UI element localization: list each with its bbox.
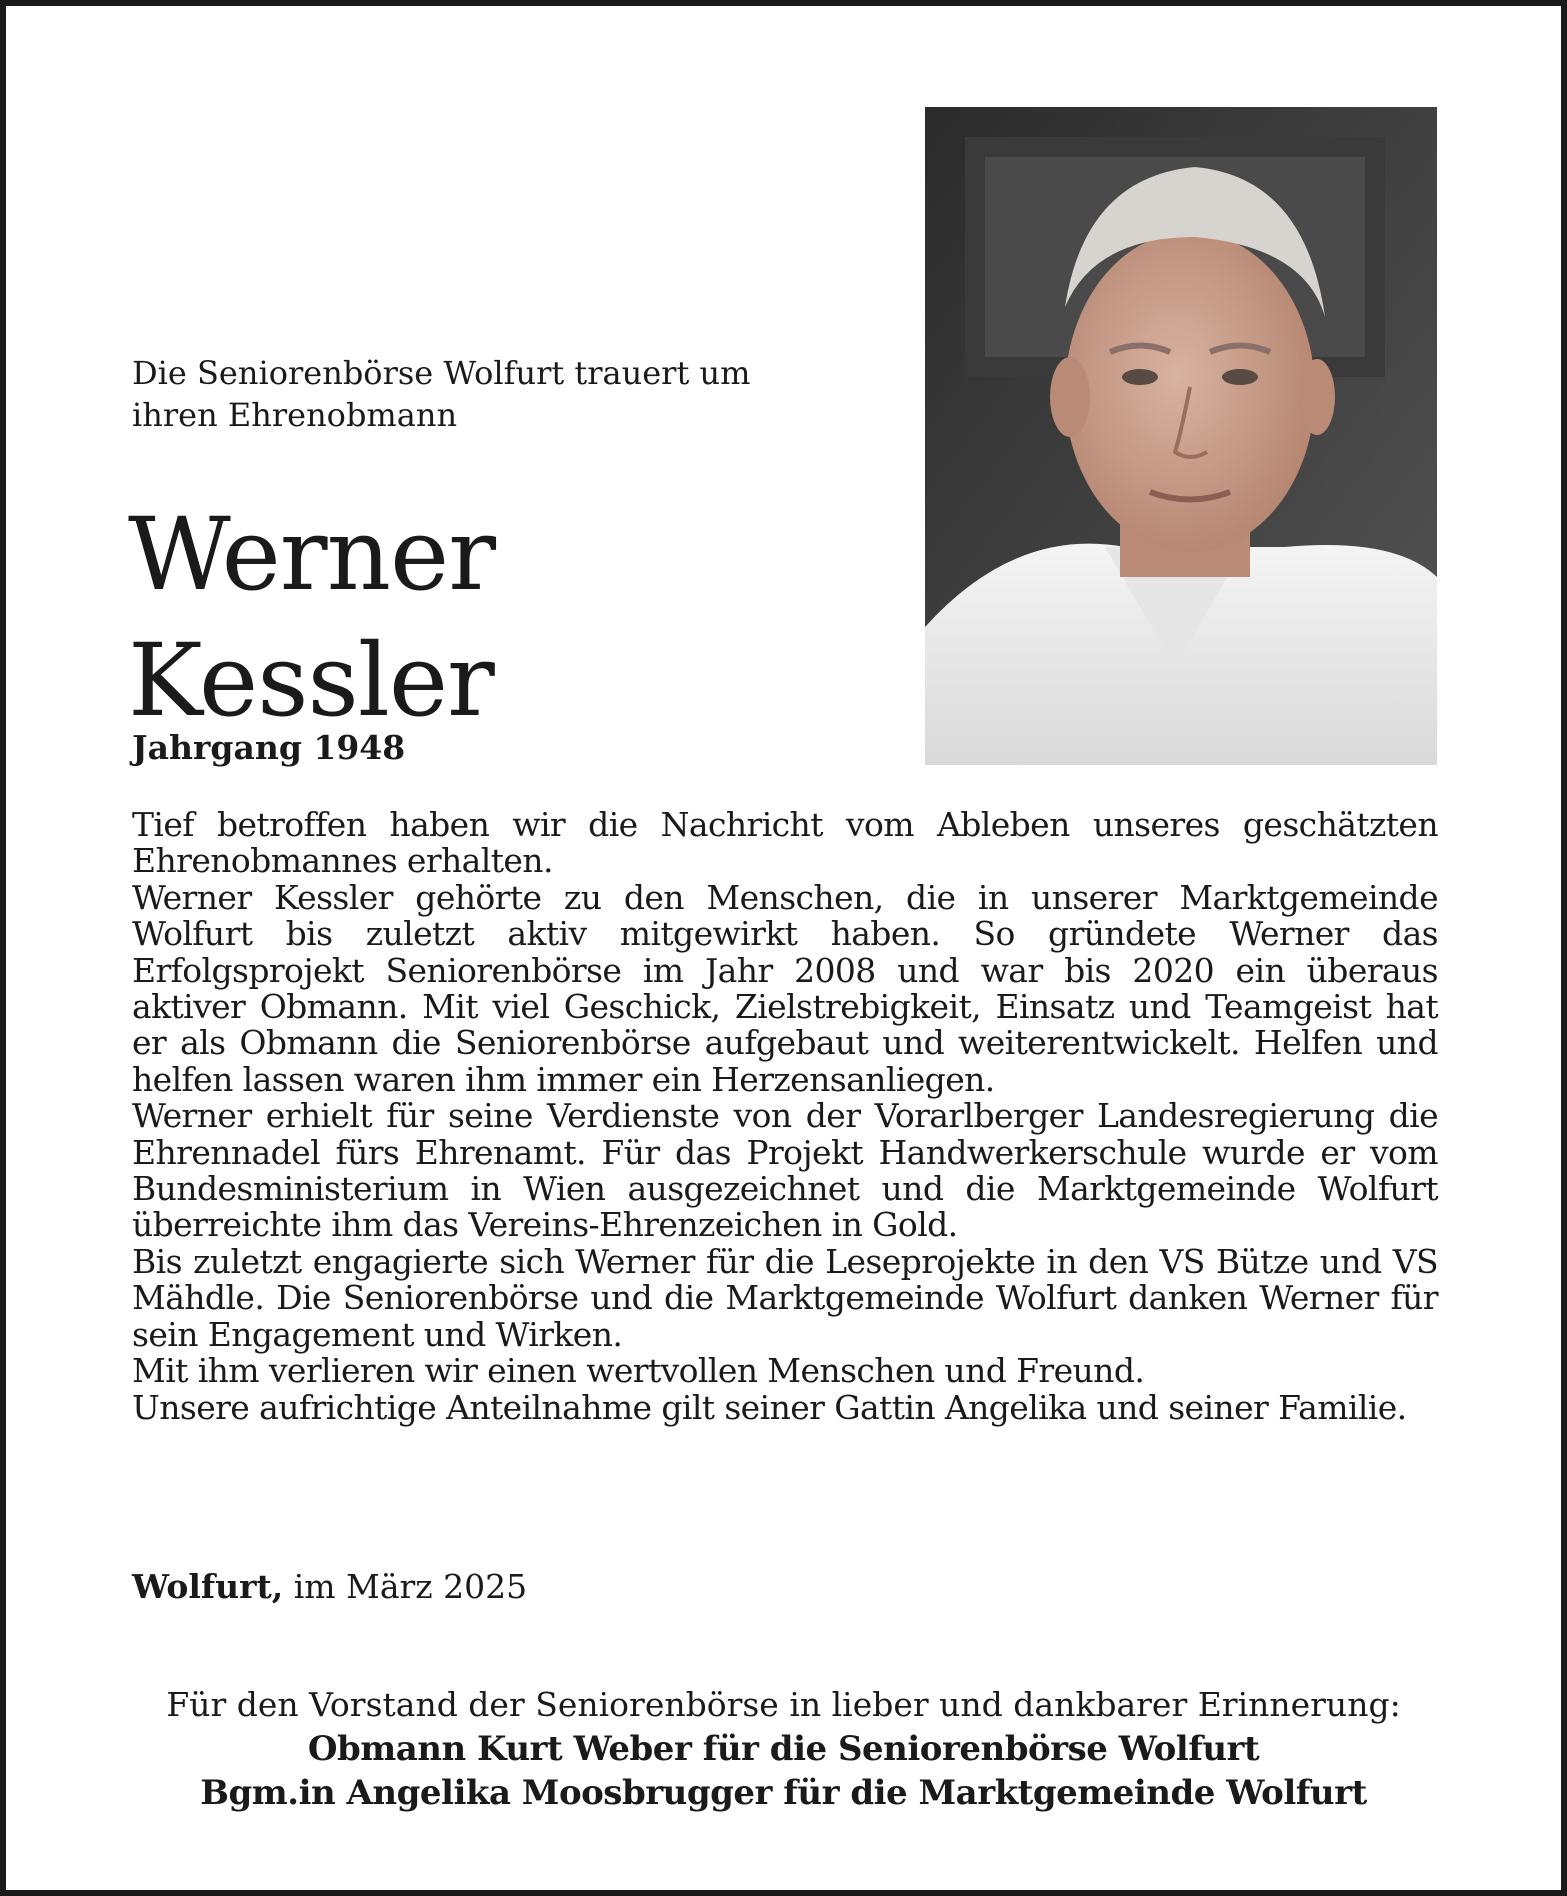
body-paragraph: Werner erhielt für seine Verdienste von der Vorarlberger Landesregierung die Ehrennadel fürs Ehrenamt. Für das Projekt Handwerkerschule wurde er vom Bundesministerium in Wien ausgezeichnet und die Marktgemeinde Wolfurt überreichte ihm das Vereins-Ehrenzeichen in Gold. [132,1096,1438,1245]
obituary-body [132,807,1438,1426]
birth-year: Jahrgang 1948 [132,728,406,767]
last-name: Kessler [128,622,494,739]
signer-2: Bgm.in Angelika Moosbrugger für die Marktgemeinde Wolfurt [200,1773,1367,1813]
body-paragraph: Mit ihm verlieren wir einen wertvollen Menschen und Freund. [132,1351,1145,1391]
portrait-photo [925,107,1437,765]
place-date [132,1567,527,1607]
date: im März 2025 [283,1567,528,1606]
body-paragraph: Werner Kessler gehörte zu den Menschen, die in unserer Marktgemeinde Wolfurt bis zuletzt aktiv mitgewirkt haben. So gründete Werner das Erfolgsprojekt Seniorenbörse im Jahr 2008 und war bis 2020 ein überaus aktiver Obmann. Mit viel Geschick, Zielstrebigkeit, Einsatz und Teamgeist hat er als Obmann die Seniorenbörse aufgebaut und weiterentwickelt. Helfen und helfen lassen waren ihm immer ein Herzensanliegen. [132,877,1438,1099]
signers-block [0,1683,1567,1815]
place: Wolfurt, [132,1567,284,1606]
body-paragraph: Unsere aufrichtige Anteilnahme gilt seiner Gattin Angelika und seiner Familie. [132,1387,1407,1427]
signer-1: Obmann Kurt Weber für die Seniorenbörse Wolfurt [307,1729,1260,1769]
deceased-name [128,492,848,744]
body-paragraph: Bis zuletzt engagierte sich Werner für die Leseprojekte in den VS Bütze und VS Mähdle. Die Seniorenbörse und die Marktgemeinde Wolfurt danken Werner für sein Engagement und Wirken. [132,1241,1438,1354]
signers-lead: Für den Vorstand der Seniorenbörse in lieber und dankbarer Erinnerung: [166,1685,1401,1724]
intro-text: Die Seniorenbörse Wolfurt trauert um ihren Ehrenobmann [132,354,751,434]
first-name: Werner [128,496,495,613]
portrait-photo-icon [925,107,1437,765]
body-paragraph: Tief betroffen haben wir die Nachricht vom Ableben unseres geschätzten Ehrenobmannes erhalten. [132,805,1438,881]
